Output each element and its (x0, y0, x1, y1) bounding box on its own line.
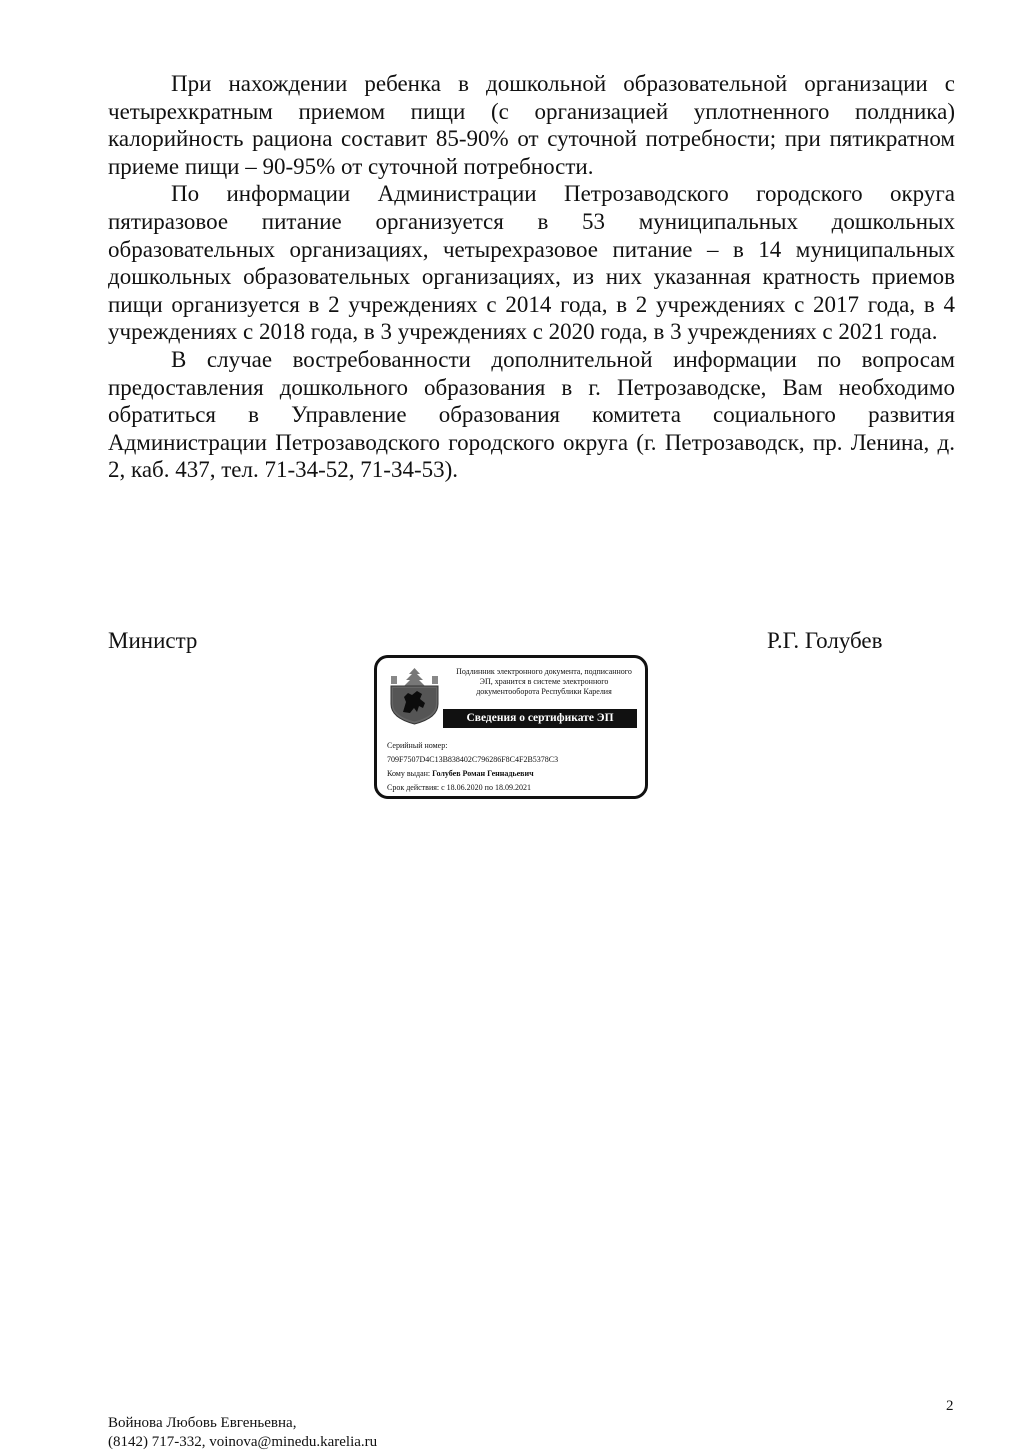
letter-body (108, 70, 955, 484)
serial-number-label: Серийный номер: (387, 741, 448, 750)
issued-to-row (387, 769, 534, 779)
validity-period: Срок действия: с 18.06.2020 по 18.09.2021 (387, 783, 531, 792)
paragraph-calorie: При нахождении ребенка в дошкольной образовательной организации с четырехкратным приемом пищи (с организацией уплотненного полдника) калорийность рациона составит 85-90% от суточной потребности; при пятикратном приеме пищи – 90-95% от суточной потребности. (108, 71, 955, 179)
paragraph-contact-info: В случае востребованности дополнительной информации по вопросам предоставления дошкольного образования в г. Петрозаводске, Вам необходимо обратиться в Управление образования комитета социального развития Администрации Петрозаводского городского округа (г. Петрозаводск, пр. Ленина, д. 2, каб. 437, тел. 71-34-52, 71-34-53). (108, 346, 955, 483)
issued-to-label: Кому выдан: (387, 769, 431, 778)
signatory-title: Министр (108, 628, 198, 653)
certificate-info-banner: Сведения о сертификате ЭП (443, 709, 637, 728)
stamp-header-line: ЭП, хранится в системе электронного (479, 677, 609, 686)
karelia-coat-of-arms-icon (387, 666, 442, 726)
serial-number-value: 709F7507D4C13B838402C796286F8C4F2B5378C3 (387, 755, 559, 764)
stamp-header-line: документооборота Республики Карелия (476, 687, 612, 696)
issued-to-value: Голубев Роман Геннадьевич (432, 769, 534, 778)
paragraph-meals-info: По информации Администрации Петрозаводского городского округа пятиразовое питание организуется в 53 муниципальных дошкольных образовательных организациях, четырехразовое питание – в 14 муниципальных дошкольных образовательных организациях, из них указанная кратность приемов пищи организуется в 2 учреждениях с 2014 года, в 2 учреждениях с 2017 года, в 4 учреждениях с 2018 года, в 3 учреждениях с 2020 года, в 3 учреждениях с 2021 года. (108, 181, 955, 345)
stamp-header (443, 667, 645, 697)
stamp-header-line: Подлинник электронного документа, подписанного (456, 667, 632, 676)
executor-name: Войнова Любовь Евгеньевна, (108, 1415, 297, 1431)
electronic-signature-stamp (374, 655, 648, 799)
page-number: 2 (946, 1398, 954, 1414)
executor-contact: (8142) 717-332, voinova@minedu.karelia.ru (108, 1434, 378, 1450)
signatory-name: Р.Г. Голубев (767, 628, 883, 653)
executor-footer (108, 1414, 377, 1452)
